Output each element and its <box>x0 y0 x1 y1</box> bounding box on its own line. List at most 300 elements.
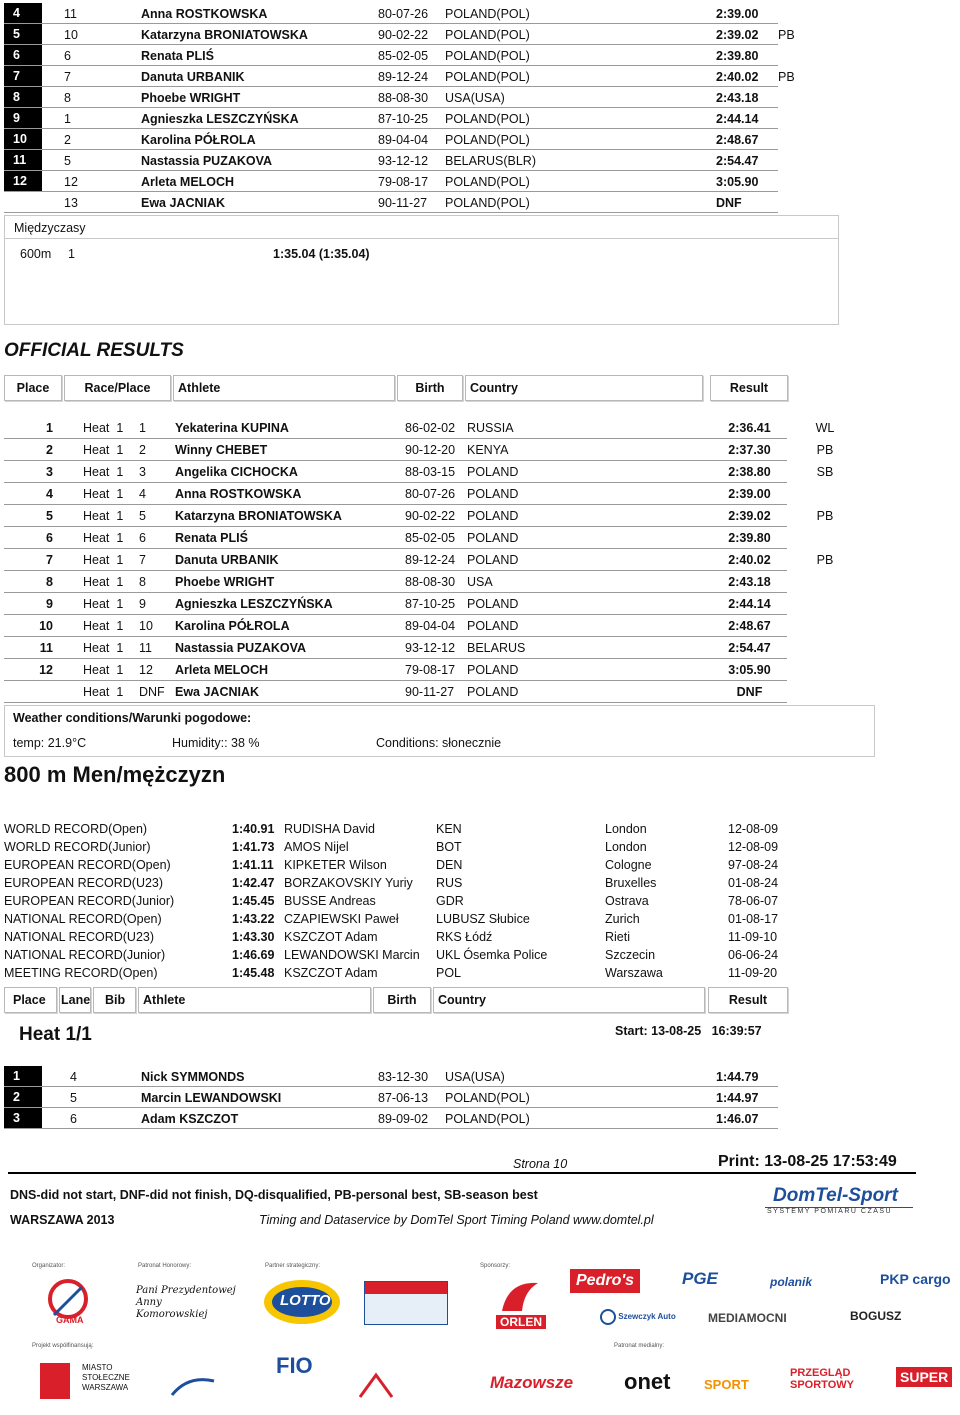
table-row <box>4 24 795 45</box>
note-cell: PB <box>778 70 795 84</box>
result-cell: 2:40.02 <box>716 70 759 84</box>
place-badge: 6 <box>4 45 42 65</box>
place-badge: 9 <box>4 108 42 128</box>
footer-line <box>8 1172 916 1174</box>
athlete-cell: Nastassia PUZAKOVA <box>175 641 307 655</box>
record-label: NATIONAL RECORD(Open) <box>4 912 162 926</box>
record-country: DEN <box>436 858 463 872</box>
lotto-logo <box>262 1277 342 1327</box>
print-time: Print: 13-08-25 17:53:49 <box>718 1153 897 1170</box>
przeglad-logo: PRZEGLĄD SPORTOWY <box>790 1367 854 1391</box>
record-holder: CZAPIEWSKI Paweł <box>284 912 399 926</box>
record-holder: KSZCZOT Adam <box>284 930 378 944</box>
result-cell: 2:43.18 <box>716 91 759 105</box>
heat-place-cell: 5 <box>139 509 146 523</box>
heat-title: Heat 1/1 <box>19 1024 92 1045</box>
athlete-cell: Nick SYMMONDS <box>141 1070 245 1084</box>
record-place: Zurich <box>605 912 640 926</box>
record-label: EUROPEAN RECORD(Open) <box>4 858 171 872</box>
mazowsze-logo: Mazowsze <box>490 1373 574 1392</box>
header2-result: Result <box>708 987 788 1013</box>
polanik-logo: polanik <box>770 1275 813 1289</box>
place-cell: 6 <box>46 531 53 545</box>
result-cell: 2:39.80 <box>728 531 771 545</box>
record-country: RKS Łódź <box>436 930 493 944</box>
sport-figure-logo <box>168 1371 218 1401</box>
splits-box <box>4 215 839 325</box>
place-badge: 7 <box>4 66 42 86</box>
country-cell: POLAND(POL) <box>445 112 530 126</box>
header2-lane: Lane <box>59 987 91 1013</box>
record-date: 06-06-24 <box>728 948 779 962</box>
table-row <box>4 483 787 505</box>
table-row <box>4 571 787 593</box>
table-row <box>4 108 778 129</box>
country-cell: POLAND <box>467 553 519 567</box>
result-cell: 2:39.02 <box>716 28 759 42</box>
record-row <box>4 894 784 912</box>
bogusz-logo: BOGUSZ <box>850 1309 902 1323</box>
result-cell: 3:05.90 <box>728 663 771 677</box>
gama-text: GAMA <box>56 1315 84 1325</box>
birth-cell: 90-02-22 <box>405 509 456 523</box>
record-label: MEETING RECORD(Open) <box>4 966 158 980</box>
record-label: WORLD RECORD(Junior) <box>4 840 151 854</box>
official-results-title: OFFICIAL RESULTS <box>4 340 184 361</box>
country-cell: USA(USA) <box>445 91 505 105</box>
heat-place-cell: 10 <box>139 619 153 633</box>
athlete-cell: Angelika CICHOCKA <box>175 465 298 479</box>
record-place: Ostrava <box>605 894 649 908</box>
record-row <box>4 948 784 966</box>
birth-cell: 83-12-30 <box>378 1070 429 1084</box>
heat-place-cell: DNF <box>139 685 165 699</box>
table-row <box>4 3 778 24</box>
super-logo: SUPER <box>896 1367 952 1387</box>
country-cell: POLAND(POL) <box>445 70 530 84</box>
place-cell: 9 <box>46 597 53 611</box>
header-athlete: Athlete <box>173 375 395 401</box>
result-cell: 2:40.02 <box>728 553 771 567</box>
place-cell: 10 <box>39 619 53 633</box>
splits-bib: 1 <box>68 247 75 261</box>
pedros-logo: Pedro's <box>570 1269 640 1293</box>
athlete-cell: Katarzyna BRONIATOWSKA <box>141 28 308 42</box>
warszawa-logo <box>40 1361 140 1405</box>
note-cell: PB <box>816 553 834 567</box>
bib-cell: 12 <box>64 175 78 189</box>
header-race-place: Race/Place <box>64 375 171 401</box>
athlete-cell: Phoebe WRIGHT <box>141 91 241 105</box>
country-cell: POLAND(POL) <box>445 49 530 63</box>
record-date: 01-08-24 <box>728 876 779 890</box>
event-title: 800 m Men/mężczyzn <box>4 762 226 787</box>
pkp-logo: PKP cargo <box>880 1271 951 1287</box>
record-time: 1:43.30 <box>232 930 275 944</box>
heat-place-cell: 9 <box>139 597 146 611</box>
result-cell: 2:39.02 <box>728 509 771 523</box>
warszawa-text: MIASTO STOŁECZNE WARSZAWA <box>82 1363 130 1392</box>
athlete-cell: Ewa JACNIAK <box>175 685 260 699</box>
record-country: UKL Ósemka Police <box>436 948 548 962</box>
heat-cell: Heat 1 <box>83 619 124 633</box>
domtel-logo <box>765 1185 913 1217</box>
birth-cell: 85-02-05 <box>405 531 456 545</box>
table-row <box>4 549 834 571</box>
partner-label: Partner strategiczny: <box>265 1263 321 1269</box>
heat-cell: Heat 1 <box>83 487 124 501</box>
heat-cell: Heat 1 <box>83 553 124 567</box>
result-cell: 2:39.00 <box>716 7 759 21</box>
place-cell: 12 <box>39 663 53 677</box>
record-time: 1:45.45 <box>232 894 275 908</box>
country-cell: POLAND <box>467 531 519 545</box>
table-row <box>4 461 834 483</box>
record-row <box>4 858 784 876</box>
athlete-cell: Arleta MELOCH <box>141 175 235 189</box>
weather-box <box>4 705 875 757</box>
result-cell: 2:54.47 <box>728 641 771 655</box>
patronage-label: Patronat Honorowy: <box>138 1263 192 1269</box>
note-cell: PB <box>778 28 795 42</box>
result-cell: 3:05.90 <box>716 175 759 189</box>
place-badge: 4 <box>4 3 42 23</box>
table-row <box>4 45 778 66</box>
athlete-cell: Phoebe WRIGHT <box>175 575 275 589</box>
result-cell: 2:48.67 <box>728 619 771 633</box>
table-row <box>4 505 834 527</box>
record-holder: BUSSE Andreas <box>284 894 376 908</box>
athlete-cell: Nastassia PUZAKOVA <box>141 154 273 168</box>
country-cell: POLAND(POL) <box>445 133 530 147</box>
patron-logo: Pani Prezydentowej Anny Komorowskiej <box>136 1285 236 1320</box>
record-row <box>4 876 784 894</box>
record-date: 78-06-07 <box>728 894 779 908</box>
table-row <box>4 681 787 703</box>
birth-cell: 89-04-04 <box>378 133 429 147</box>
heat-cell: Heat 1 <box>83 531 124 545</box>
table-row <box>4 615 787 637</box>
birth-cell: 90-02-22 <box>378 28 429 42</box>
place-badge: 10 <box>4 129 42 149</box>
result-cell: 2:48.67 <box>716 133 759 147</box>
place-cell: 4 <box>46 487 53 501</box>
place-cell: 2 <box>46 443 53 457</box>
table-row <box>4 171 778 192</box>
country-cell: RUSSIA <box>467 421 514 435</box>
tvp-sport-logo: SPORT <box>704 1377 749 1392</box>
bib-cell: 13 <box>64 196 78 210</box>
country-cell: POLAND <box>467 487 519 501</box>
header2-bib: Bib <box>93 987 136 1013</box>
record-date: 97-08-24 <box>728 858 779 872</box>
orlen-logo <box>494 1275 548 1331</box>
birth-cell: 87-10-25 <box>405 597 456 611</box>
organizer-label: Organizator: <box>32 1263 66 1269</box>
athlete-cell: Winny CHEBET <box>175 443 268 457</box>
bib-cell: 10 <box>64 28 78 42</box>
record-label: EUROPEAN RECORD(Junior) <box>4 894 175 908</box>
lane-cell: 6 <box>70 1112 77 1126</box>
domtel-logo-sub: SYSTEMY POMIARU CZASU <box>767 1208 893 1215</box>
result-cell: 2:39.80 <box>716 49 759 63</box>
lane-cell: 4 <box>70 1070 77 1084</box>
country-cell: USA(USA) <box>445 1070 505 1084</box>
heat-cell: Heat 1 <box>83 465 124 479</box>
record-country: GDR <box>436 894 464 908</box>
result-cell: 2:37.30 <box>728 443 771 457</box>
athlete-cell: Ewa JACNIAK <box>141 196 226 210</box>
birth-cell: 90-11-27 <box>405 685 455 699</box>
weather-humidity: Humidity:: 38 % <box>172 736 260 750</box>
header2-place: Place <box>4 987 57 1013</box>
athlete-cell: Karolina PÓŁROLA <box>175 619 290 633</box>
place-badge: 8 <box>4 87 42 107</box>
athlete-cell: Anna ROSTKOWSKA <box>175 487 302 501</box>
athlete-cell: Agnieszka LESZCZYŃSKA <box>141 112 299 126</box>
record-row <box>4 930 784 948</box>
record-label: EUROPEAN RECORD(U23) <box>4 876 164 890</box>
record-country: POL <box>436 966 462 980</box>
record-label: WORLD RECORD(Open) <box>4 822 148 836</box>
birth-cell: 88-08-30 <box>378 91 429 105</box>
record-country: BOT <box>436 840 462 854</box>
record-date: 01-08-17 <box>728 912 779 926</box>
table-row <box>4 527 787 549</box>
result-cell: 2:38.80 <box>728 465 771 479</box>
birth-cell: 93-12-12 <box>405 641 456 655</box>
vw-text: Szewczyk Auto <box>618 1312 676 1322</box>
bib-cell: 6 <box>64 49 71 63</box>
table-row <box>4 417 835 439</box>
record-place: Bruxelles <box>605 876 657 890</box>
country-cell: POLAND <box>467 619 519 633</box>
record-country: KEN <box>436 822 462 836</box>
birth-cell: 80-07-26 <box>378 7 429 21</box>
heat-cell: Heat 1 <box>83 509 124 523</box>
birth-cell: 87-10-25 <box>378 112 429 126</box>
record-holder: LEWANDOWSKI Marcin <box>284 948 420 962</box>
gama-logo <box>40 1275 96 1331</box>
sponsors-area <box>0 1255 960 1415</box>
birth-cell: 90-11-27 <box>378 196 428 210</box>
country-cell: BELARUS <box>467 641 526 655</box>
heat-start: Start: 13-08-25 16:39:57 <box>615 1024 762 1038</box>
place-badge: 5 <box>4 24 42 44</box>
vw-logo <box>600 1309 676 1325</box>
birth-cell: 89-09-02 <box>378 1112 429 1126</box>
table-row <box>4 637 787 659</box>
header-result: Result <box>710 375 788 401</box>
heat-place-cell: 2 <box>139 443 146 457</box>
place-badge: 1 <box>4 1066 42 1086</box>
result-cell: 2:54.47 <box>716 154 759 168</box>
sponsors-label: Sponsorzy: <box>480 1263 511 1269</box>
heat-place-cell: 1 <box>139 421 146 435</box>
bib-cell: 11 <box>64 7 77 21</box>
note-cell: PB <box>816 443 834 457</box>
result-cell: 2:44.14 <box>716 112 759 126</box>
header-country: Country <box>465 375 703 401</box>
country-cell: POLAND(POL) <box>445 28 530 42</box>
place-badge: 3 <box>4 1108 42 1128</box>
heat-cell: Heat 1 <box>83 597 124 611</box>
result-cell: 1:44.97 <box>716 1091 759 1105</box>
place-cell: 1 <box>46 421 53 435</box>
country-cell: BELARUS(BLR) <box>445 154 536 168</box>
table-row <box>4 87 778 108</box>
table-row <box>4 659 787 681</box>
place-cell: 5 <box>46 509 53 523</box>
country-cell: POLAND <box>467 465 519 479</box>
mediamocni-logo: MEDIAMOCNI <box>708 1311 787 1325</box>
bib-cell: 2 <box>64 133 71 147</box>
table-row <box>4 1087 778 1108</box>
athlete-cell: Renata PLIŚ <box>141 49 214 63</box>
birth-cell: 89-12-24 <box>378 70 429 84</box>
record-holder: KSZCZOT Adam <box>284 966 378 980</box>
pge-logo: PGE <box>682 1269 718 1288</box>
heat-place-cell: 11 <box>139 641 152 655</box>
country-cell: POLAND(POL) <box>445 1091 530 1105</box>
lotto-text: LOTTO <box>280 1292 331 1309</box>
country-cell: POLAND <box>467 509 519 523</box>
bib-cell: 5 <box>64 154 71 168</box>
athlete-cell: Yekaterina KUPINA <box>175 421 289 435</box>
result-cell: 2:39.00 <box>728 487 771 501</box>
record-date: 11-09-10 <box>728 930 778 944</box>
footer-timing: Timing and Dataservice by DomTel Sport Timing Poland www.domtel.pl <box>259 1213 654 1227</box>
note-cell: WL <box>815 421 835 435</box>
splits-title: Międzyczasy <box>14 221 86 235</box>
athlete-cell: Agnieszka LESZCZYŃSKA <box>175 597 333 611</box>
heat-cell: Heat 1 <box>83 663 124 677</box>
birth-cell: 79-08-17 <box>378 175 429 189</box>
heat-cell: Heat 1 <box>83 641 124 655</box>
record-time: 1:40.91 <box>232 822 275 836</box>
table-row <box>4 1108 778 1129</box>
weather-title: Weather conditions/Warunki pogodowe: <box>13 711 252 725</box>
record-place: Warszawa <box>605 966 663 980</box>
heat-place-cell: 7 <box>139 553 146 567</box>
record-date: 12-08-09 <box>728 840 779 854</box>
lane-cell: 5 <box>70 1091 77 1105</box>
birth-cell: 85-02-05 <box>378 49 429 63</box>
birth-cell: 80-07-26 <box>405 487 456 501</box>
country-cell: KENYA <box>467 443 509 457</box>
domtel-logo-text: DomTel-Sport <box>773 1185 898 1206</box>
record-time: 1:43.22 <box>232 912 275 926</box>
record-place: Rieti <box>605 930 631 944</box>
record-row <box>4 840 784 858</box>
place-badge: 12 <box>4 171 42 191</box>
record-country: RUS <box>436 876 463 890</box>
record-date: 12-08-09 <box>728 822 779 836</box>
ministry-sport-logo <box>356 1371 396 1401</box>
footer-city: WARSZAWA 2013 <box>10 1213 115 1227</box>
heat-place-cell: 4 <box>139 487 146 501</box>
record-row <box>4 822 784 840</box>
record-label: NATIONAL RECORD(U23) <box>4 930 155 944</box>
country-cell: POLAND(POL) <box>445 1112 530 1126</box>
country-cell: POLAND(POL) <box>445 7 530 21</box>
record-place: London <box>605 840 647 854</box>
record-time: 1:45.48 <box>232 966 275 980</box>
splits-distance: 600m <box>20 247 52 261</box>
athlete-cell: Katarzyna BRONIATOWSKA <box>175 509 342 523</box>
table-row <box>4 439 834 461</box>
table-row <box>4 1066 778 1087</box>
record-holder: KIPKETER Wilson <box>284 858 387 872</box>
country-cell: USA <box>467 575 493 589</box>
table-row <box>4 593 787 615</box>
record-label: NATIONAL RECORD(Junior) <box>4 948 166 962</box>
bib-cell: 7 <box>64 70 71 84</box>
heat-cell: Heat 1 <box>83 685 124 699</box>
athlete-cell: Renata PLIŚ <box>175 531 248 545</box>
record-place: Cologne <box>605 858 652 872</box>
heat-cell: Heat 1 <box>83 421 124 435</box>
result-cell: 1:46.07 <box>716 1112 759 1126</box>
page-number: Strona 10 <box>513 1157 568 1171</box>
ministry-logo <box>364 1281 448 1325</box>
header2-athlete: Athlete <box>138 987 371 1013</box>
place-cell: 3 <box>46 465 53 479</box>
heat-place-cell: 8 <box>139 575 146 589</box>
athlete-cell: Arleta MELOCH <box>175 663 269 677</box>
country-cell: POLAND <box>467 685 519 699</box>
country-cell: POLAND <box>467 663 519 677</box>
birth-cell: 89-04-04 <box>405 619 456 633</box>
birth-cell: 87-06-13 <box>378 1091 429 1105</box>
record-place: Szczecin <box>605 948 656 962</box>
table-row <box>4 192 778 213</box>
result-cell: 1:44.79 <box>716 1070 759 1084</box>
record-country: LUBUSZ Słubice <box>436 912 530 926</box>
result-cell: DNF <box>716 196 742 210</box>
birth-cell: 86-02-02 <box>405 421 456 435</box>
athlete-cell: Adam KSZCZOT <box>141 1112 239 1126</box>
heat-cell: Heat 1 <box>83 575 124 589</box>
header2-country: Country <box>433 987 705 1013</box>
record-holder: RUDISHA David <box>284 822 375 836</box>
bib-cell: 8 <box>64 91 71 105</box>
heat-place-cell: 6 <box>139 531 146 545</box>
record-row <box>4 912 784 930</box>
fio-logo: FIO <box>276 1353 313 1378</box>
athlete-cell: Marcin LEWANDOWSKI <box>141 1091 282 1105</box>
record-holder: BORZAKOVSKIY Yuriy <box>284 876 413 890</box>
place-badge: 2 <box>4 1087 42 1107</box>
record-time: 1:42.47 <box>232 876 275 890</box>
note-cell: SB <box>816 465 834 479</box>
bib-cell: 1 <box>64 112 71 126</box>
record-place: London <box>605 822 647 836</box>
country-cell: POLAND(POL) <box>445 175 530 189</box>
record-time: 1:41.73 <box>232 840 275 854</box>
header-place: Place <box>4 375 62 401</box>
athlete-cell: Danuta URBANIK <box>175 553 279 567</box>
place-cell: 8 <box>46 575 53 589</box>
birth-cell: 93-12-12 <box>378 154 429 168</box>
country-cell: POLAND <box>467 597 519 611</box>
table-row <box>4 66 795 87</box>
place-badge: 11 <box>4 150 42 170</box>
media-label: Patronat medialny: <box>614 1343 665 1349</box>
project-label: Projekt współfinansują: <box>32 1343 94 1349</box>
heat-place-cell: 3 <box>139 465 146 479</box>
place-cell: 11 <box>39 641 53 655</box>
